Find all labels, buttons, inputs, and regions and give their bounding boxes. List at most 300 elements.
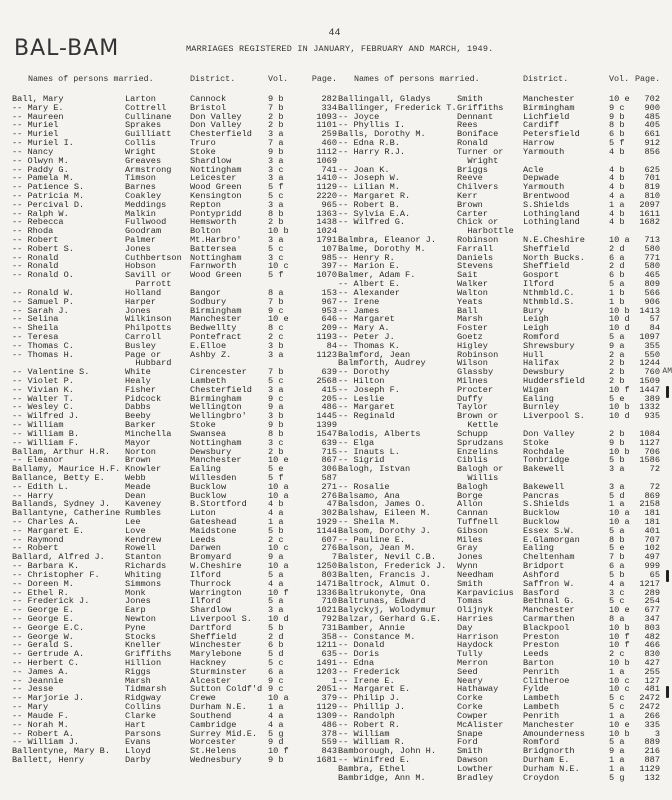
entry-district: Nottingham: [190, 164, 242, 175]
entry-page: 771: [644, 252, 660, 263]
entry-page: 401: [644, 525, 660, 536]
entry-name: -- Maude F.: [12, 710, 69, 721]
column-header: [338, 73, 660, 95]
entry-page: 1101: [316, 120, 337, 131]
entry-spouse-surname: Whiting: [125, 569, 162, 580]
entry-name: -- Rebecca: [12, 217, 64, 228]
entry-spouse-surname: Daniels: [457, 252, 494, 263]
entry-name: -- Philip J.: [338, 693, 400, 704]
entry-name: -- Lilian M.: [338, 182, 400, 193]
entry-volume: 10 a: [609, 508, 630, 519]
entry-district: Bolton: [190, 226, 221, 237]
entry-name: Balston, Frederick J.: [338, 561, 447, 572]
entry-spouse-surname: Love: [125, 525, 146, 536]
entry-page: 2472: [639, 702, 660, 713]
entry-name: -- Henry R.: [338, 252, 395, 263]
entry-page: 1093: [316, 111, 337, 122]
entry-page: 2568: [316, 376, 337, 386]
entry-name: -- Donald: [338, 640, 385, 651]
entry-spouse-surname: Merron: [457, 658, 488, 668]
entry-volume: 5 g: [609, 772, 625, 783]
entry-district: Chesterfield: [190, 384, 252, 395]
entry-spouse-surname: Parrott: [125, 279, 172, 290]
entry-name: -- Sheila: [12, 323, 59, 334]
entry-name: Balsamo, Ana: [338, 490, 400, 501]
entry-spouse-surname: Turner or: [457, 146, 504, 157]
entry-volume: 1 a: [609, 199, 625, 210]
entry-volume: 1 a: [609, 710, 625, 721]
entry-volume: 3 a: [609, 481, 625, 492]
entry-spouse-surname: Smith: [457, 578, 483, 589]
entry-spouse-surname: Bradley: [457, 772, 494, 783]
entry-name: -- Nancy: [12, 146, 54, 157]
entry-district: Harrow: [523, 138, 554, 149]
entry-name: -- Robert S.: [12, 243, 74, 254]
entry-district: Sturminster: [190, 666, 247, 677]
entry-page: 1097: [639, 331, 660, 342]
entry-page: 625: [644, 164, 660, 175]
entry-volume: 3 a: [268, 199, 284, 210]
entry-volume: 4 b: [609, 182, 625, 193]
header-page: Page.: [635, 74, 661, 84]
entry-spouse-surname: Cullinane: [125, 111, 172, 122]
entry-district: Winchester: [190, 640, 242, 651]
index-range-title: BAL-BAM: [14, 36, 120, 61]
marriage-entry: [12, 218, 338, 227]
entry-name: -- Inauts L.: [338, 446, 400, 457]
entry-volume: 10 c: [609, 684, 630, 695]
entry-district: Repton: [190, 199, 221, 210]
entry-spouse-surname: Philpotts: [125, 323, 172, 334]
entry-spouse-surname: Kettle: [457, 420, 499, 431]
entry-spouse-surname: Rees: [457, 120, 478, 131]
entry-page: 1791: [316, 235, 337, 245]
entry-name: -- Phyllis I.: [338, 120, 406, 131]
entry-volume: 4 a: [609, 578, 625, 589]
entry-name: -- Sigrid: [338, 455, 385, 466]
entry-name: -- Robert B.: [338, 199, 400, 210]
entry-name: -- William B.: [12, 428, 80, 439]
entry-volume: 9 b: [268, 94, 284, 104]
entry-volume: 1 a: [609, 499, 625, 510]
entry-district: W.Cheshire: [190, 561, 242, 572]
entry-district: Cannock: [190, 94, 227, 104]
entry-volume: 5 d: [609, 490, 625, 501]
entry-page: 706: [644, 446, 660, 457]
entry-name: -- Patience S.: [12, 182, 85, 193]
entry-district: Brentwood: [523, 190, 570, 201]
entry-spouse-surname: Boniface: [457, 129, 499, 140]
entry-name: -- Joan K.: [338, 164, 390, 175]
entry-volume: 10 f: [268, 746, 289, 757]
entry-page: 7: [331, 552, 337, 563]
entry-district: Clitheroe: [523, 675, 570, 686]
marriage-entry: [12, 536, 338, 545]
entry-volume: 5 a: [609, 737, 625, 748]
entry-spouse-surname: Robinson: [457, 235, 499, 245]
entry-district: Bridgnorth: [523, 746, 575, 757]
entry-volume: 10 a: [609, 235, 630, 245]
entry-spouse-surname: Sprakes: [125, 120, 162, 131]
entry-district: Bakewell: [523, 464, 565, 475]
entry-page: 639: [321, 437, 337, 448]
entry-district: Bridport: [523, 561, 565, 572]
entry-spouse-surname: Neary: [457, 675, 483, 686]
entry-volume: 2 b: [609, 428, 625, 439]
entry-page: 830: [644, 649, 660, 660]
entry-volume: 10 f: [609, 631, 630, 642]
entry-volume: 10 d: [609, 314, 630, 325]
entry-district: Halifax: [523, 358, 560, 369]
entry-spouse-surname: Ford: [457, 737, 478, 748]
entry-volume: 8 c: [268, 323, 284, 334]
entry-name: -- Doreen M.: [12, 578, 74, 589]
entry-district: Bucklow: [190, 490, 227, 501]
entry-volume: 5 a: [609, 331, 625, 342]
entry-volume: 8 a: [609, 613, 625, 624]
entry-district: Cardiff: [523, 120, 560, 131]
entry-district: Hull: [523, 349, 544, 360]
entry-volume: 8 b: [609, 120, 625, 131]
entry-page: 1211: [316, 640, 337, 651]
entry-spouse-surname: Goetz: [457, 331, 483, 342]
entry-page: 306: [321, 464, 337, 475]
entry-name: Balten, Francis J.: [338, 569, 431, 580]
entry-district: Yarmouth: [523, 146, 565, 157]
entry-spouse-surname: Farrall: [457, 243, 494, 254]
entry-page: 259: [321, 129, 337, 140]
entry-page: 803: [644, 622, 660, 633]
entry-district: Maidstone: [190, 525, 237, 536]
entry-name: -- Robert: [12, 543, 59, 554]
entry-volume: 9 c: [268, 675, 284, 686]
entry-page: 102: [644, 543, 660, 554]
entry-page: 72: [649, 481, 660, 492]
entry-page: 405: [644, 120, 660, 131]
entry-district: Ashford: [523, 569, 560, 580]
entry-spouse-surname: Hillion: [125, 658, 162, 668]
entry-district: Southend: [190, 710, 232, 721]
entry-spouse-surname: Stanton: [125, 552, 162, 563]
entry-spouse-surname: Rowell: [125, 543, 156, 554]
entry-page: 57: [649, 314, 660, 325]
entry-district: E.Elloe: [190, 340, 227, 351]
entry-spouse-surname: Pyne: [125, 622, 146, 633]
entry-spouse-surname: Earp: [125, 605, 146, 616]
entry-page: 702: [644, 94, 660, 104]
marriage-entry: [12, 324, 338, 333]
entry-name: Bamber, Annie: [338, 622, 406, 633]
entry-volume: 5 c: [609, 702, 625, 713]
entry-district: Farnworth: [190, 261, 237, 272]
entry-page: 302: [321, 508, 337, 519]
entry-name: Ballett, Henry: [12, 754, 85, 765]
entry-district: Bangor: [190, 287, 221, 298]
entry-volume: 9 b: [609, 437, 625, 448]
entry-name: -- Marjorie J.: [12, 693, 85, 704]
entry-volume: 10 b: [609, 658, 630, 668]
entry-name: -- Albert E.: [338, 279, 400, 290]
entry-volume: 1 a: [609, 666, 625, 677]
entry-page: 900: [644, 102, 660, 113]
entry-spouse-surname: Brown: [125, 455, 151, 466]
entry-district: Preston: [523, 640, 560, 651]
entry-volume: 9 d: [268, 737, 284, 748]
entry-volume: 10 f: [609, 640, 630, 651]
entry-name: -- Edith L.: [12, 481, 69, 492]
marriage-entry: [338, 148, 660, 157]
entry-spouse-surname: Harper: [125, 296, 156, 307]
entry-page: 1413: [639, 305, 660, 316]
entry-page: 889: [644, 737, 660, 748]
entry-spouse-surname: Norton: [125, 446, 156, 457]
entry-spouse-surname: Foster: [457, 323, 488, 334]
entry-name: Balsom, Dorothy J.: [338, 525, 431, 536]
entry-volume: 5 b: [268, 622, 284, 633]
entry-page: 713: [644, 235, 660, 245]
entry-page: 84: [326, 340, 337, 351]
entry-volume: 5 a: [609, 525, 625, 536]
entry-page: 334: [321, 102, 337, 113]
entry-spouse-surname: Kerr: [457, 190, 478, 201]
header-vol: Vol.: [609, 74, 630, 84]
entry-page: 912: [644, 138, 660, 149]
entry-district: Birmingham: [190, 393, 242, 404]
entry-volume: 3 c: [268, 164, 284, 175]
entry-name: -- Margaret: [338, 402, 395, 413]
entry-spouse-surname: Hubbard: [125, 358, 172, 369]
entry-name: -- Thomas H.: [12, 349, 74, 360]
entry-name: -- Gertrude A.: [12, 649, 85, 660]
entry-page: 887: [644, 754, 660, 765]
entry-district: Bucklow: [523, 517, 560, 527]
entry-district: Durham N.E.: [523, 763, 580, 774]
entry-name: -- Winifred E.: [338, 754, 411, 765]
entry-district: Pontefract: [190, 331, 242, 342]
entry-page: 209: [321, 323, 337, 334]
entry-name: -- Rosalie: [338, 481, 390, 492]
entry-district: Huddersfield: [523, 376, 585, 386]
entry-page: 856: [644, 146, 660, 157]
entry-page: 559: [321, 737, 337, 748]
entry-name: Ballands, Sydney J.: [12, 499, 110, 510]
entry-page: 132: [644, 772, 660, 783]
entry-spouse-surname: Ball: [457, 305, 478, 316]
entry-page: 1129: [639, 763, 660, 774]
entry-page: 1309: [316, 710, 337, 721]
marriage-entry: [12, 271, 338, 280]
entry-spouse-surname: Kendrew: [125, 534, 162, 545]
entry-volume: 3 a: [609, 464, 625, 475]
header-vol: Vol.: [268, 74, 289, 84]
entry-name: -- Jesse: [12, 684, 54, 695]
entry-page: 271: [321, 481, 337, 492]
entry-volume: 4 a: [268, 719, 284, 730]
entry-district: N.E.Cheshire: [523, 235, 585, 245]
entry-name: -- George W.: [12, 631, 74, 642]
entry-name: -- Ronald W.: [12, 287, 74, 298]
entry-spouse-surname: Wilkinson: [125, 314, 172, 325]
entry-page: 731: [321, 622, 337, 633]
entry-volume: 3 a: [268, 129, 284, 140]
entry-spouse-surname: Cannan: [457, 508, 488, 519]
entry-page: 967: [321, 296, 337, 307]
header-names: Names of persons married.: [354, 74, 480, 84]
entry-district: Lambeth: [523, 702, 560, 713]
entry-district: Yarmouth: [523, 182, 565, 193]
entry-volume: 10 c: [268, 543, 289, 554]
entry-name: -- Mary E.: [12, 102, 64, 113]
entry-district: Bedwellty: [190, 323, 237, 334]
entry-page: 1244: [639, 358, 660, 369]
entry-spouse-surname: Jones: [125, 305, 151, 316]
entry-district: Liverpool S.: [190, 613, 252, 624]
entry-page: 1445: [316, 411, 337, 422]
entry-volume: 2 b: [609, 358, 625, 369]
entry-district: Cheltenham: [523, 552, 575, 563]
entry-volume: 2 c: [609, 649, 625, 660]
entry-spouse-surname: Borge: [457, 490, 483, 501]
entry-name: Balmford, Jean: [338, 349, 411, 360]
right-column: [338, 73, 672, 783]
entry-name: Ballam, Arthur H.R.: [12, 446, 110, 457]
entry-volume: 3 b: [268, 340, 284, 351]
entry-name: -- Harry R.J.: [338, 146, 406, 157]
entry-district: Pontypridd: [190, 208, 242, 219]
entry-district: Manchester: [523, 719, 575, 730]
entry-name: -- Joseph W.: [338, 173, 400, 184]
entry-page: 985: [321, 252, 337, 263]
left-entries: [12, 95, 338, 765]
entry-district: Romford: [523, 737, 560, 748]
entry-district: Bethnal G.: [523, 596, 575, 607]
entry-page: 965: [321, 199, 337, 210]
entry-name: Ballinger, Frederick T.: [338, 102, 457, 113]
entry-district: Lichfield: [523, 111, 570, 122]
entry-page: 1363: [316, 208, 337, 219]
header-district: District.: [190, 74, 236, 84]
entry-volume: 3 a: [268, 235, 284, 245]
entry-spouse-surname: Richards: [125, 561, 167, 572]
entry-spouse-surname: Busley: [125, 340, 156, 351]
entry-volume: 5 f: [268, 472, 284, 483]
entry-page: 1681: [316, 754, 337, 765]
entry-volume: 2 b: [268, 111, 284, 122]
entry-volume: 3 b: [268, 411, 284, 422]
entry-spouse-surname: Parsons: [125, 728, 162, 739]
handwritten-annotation: AM: [662, 367, 672, 377]
entry-volume: 5 c: [268, 376, 284, 386]
entry-name: Balmer, Adam F.: [338, 270, 416, 281]
entry-volume: 3 c: [609, 587, 625, 598]
entry-volume: 8 b: [268, 428, 284, 439]
entry-volume: 5 e: [609, 393, 625, 404]
entry-district: Pancras: [523, 490, 560, 501]
entry-name: -- George E.C.: [12, 622, 85, 633]
marriage-entry: [12, 677, 338, 686]
entry-spouse-surname: Goodram: [125, 226, 162, 237]
entry-page: 2220: [316, 190, 337, 201]
entry-spouse-surname: Corke: [457, 702, 483, 713]
entry-volume: 10 f: [268, 587, 289, 598]
entry-spouse-surname: Harrison: [457, 631, 499, 642]
entry-volume: 4 b: [268, 499, 284, 510]
entry-volume: 7 a: [268, 138, 284, 149]
entry-name: Bambra, Ethel: [338, 763, 406, 774]
entry-volume: 1 b: [609, 296, 625, 307]
entry-spouse-surname: Balogh or: [457, 464, 504, 475]
left-column: [12, 73, 338, 765]
entry-volume: 10 c: [268, 261, 289, 272]
entry-name: -- Sylvia E.A.: [338, 208, 411, 219]
entry-spouse-surname: Miles: [457, 534, 483, 545]
entry-name: Balzar, Gerhard G.E.: [338, 613, 442, 624]
entry-spouse-surname: Collins: [125, 702, 162, 713]
entry-name: -- Valentine S.: [12, 367, 90, 378]
entry-spouse-surname: Cowper: [457, 710, 488, 721]
entry-spouse-surname: Harbottle: [457, 226, 514, 237]
entry-district: Leicester: [190, 173, 237, 184]
entry-district: Fylde: [523, 684, 549, 695]
entry-district: S.Shields: [523, 199, 570, 210]
entry-spouse-surname: Webb: [125, 472, 146, 483]
entry-district: Shrewsbury: [523, 340, 575, 351]
entry-volume: 10 d: [609, 323, 630, 334]
entry-spouse-surname: Karpavicius: [457, 587, 514, 598]
entry-name: -- Randolph: [338, 710, 395, 721]
entry-spouse-surname: White: [125, 367, 151, 378]
entry-volume: 4 b: [609, 208, 625, 219]
entry-name: -- Wesley C.: [12, 402, 74, 413]
entry-volume: 5 c: [268, 243, 284, 254]
entry-name: -- William: [12, 420, 64, 431]
header-district: District.: [523, 74, 569, 84]
entry-page: 710: [321, 596, 337, 607]
entry-name: -- Selina: [12, 314, 59, 325]
entry-volume: 9 c: [268, 684, 284, 695]
entry-name: -- Robert R.: [338, 719, 400, 730]
entry-name: -- Marion E.: [338, 261, 400, 272]
entry-page: 2158: [639, 499, 660, 510]
entry-page: 255: [644, 666, 660, 677]
entry-district: Mt.Harbro': [190, 235, 242, 245]
entry-spouse-surname: Olijnyk: [457, 605, 494, 616]
entry-volume: 5 c: [268, 190, 284, 201]
entry-name: -- Ronald: [12, 252, 59, 263]
entry-spouse-surname: Savill or: [125, 270, 172, 281]
marriage-entry: [338, 367, 672, 378]
entry-spouse-surname: Walker: [457, 279, 488, 290]
entry-page: 378: [321, 728, 337, 739]
entry-name: -- Muriel: [12, 120, 59, 131]
entry-name: -- Maureen: [12, 111, 64, 122]
entry-spouse-surname: Seed: [457, 666, 478, 677]
entry-page: 482: [644, 631, 660, 642]
entry-page: 497: [644, 552, 660, 563]
entry-page: 181: [644, 517, 660, 527]
entry-district: Shardlow: [190, 605, 232, 616]
entry-page: 953: [321, 305, 337, 316]
entry-volume: 2 c: [268, 331, 284, 342]
entry-name: Balls, Dorothy M.: [338, 129, 426, 140]
entry-spouse-surname: Palmer: [125, 235, 156, 245]
entry-volume: 10 d: [268, 613, 289, 624]
entry-name: -- Wilfred J.: [12, 411, 80, 422]
entry-district: Croydon: [523, 772, 560, 783]
entry-spouse-surname: Ronald: [457, 138, 488, 149]
entry-page: 999: [644, 561, 660, 572]
page-number: 44: [328, 28, 341, 39]
